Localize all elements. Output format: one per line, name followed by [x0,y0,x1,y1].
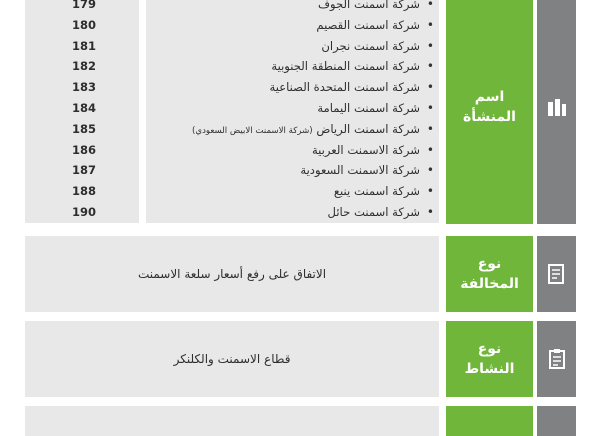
company-number: 183 [71,80,96,95]
company-list-item [148,140,434,161]
company-number: 187 [71,163,96,178]
company-list-item [148,0,434,15]
company-list-item [148,119,434,140]
next-header [446,406,533,436]
company-name: شركة اسمنت الجوف [318,0,420,11]
violation-label-line1: نوع [477,256,502,272]
violation-icon-strip [537,236,576,312]
activity-label-line2: النشاط [464,361,515,377]
company-number: 188 [71,184,96,199]
company-name: شركة اسمنت اليمامة [317,100,420,115]
company-numbers-list [30,0,96,223]
company-list-item [148,181,434,202]
violation-label-line2: المخالفة [460,276,519,292]
activity-icon-strip [537,321,576,397]
company-list-item [148,98,434,119]
company-name: شركة اسمنت الرياض [316,121,420,136]
next-value-panel [25,406,439,436]
violation-value: الاتفاق على رفع أسعار سلعة الاسمنت [137,267,327,281]
company-list-item [148,56,434,77]
company-name: شركة اسمنت ينبع [333,184,420,199]
company-list-item [148,36,434,57]
violation-type-header [446,236,533,312]
company-list-item [148,77,434,98]
company-number: 181 [71,38,96,53]
company-name-header [446,0,533,224]
company-list-item [148,202,434,223]
company-number: 179 [71,0,96,11]
company-number: 184 [71,100,96,115]
building-icon [546,96,568,118]
document-icon [547,263,567,285]
activity-label-line1: نوع [477,341,502,357]
company-name: شركة الاسمنت السعودية [300,163,420,178]
company-number: 186 [71,142,96,157]
company-names-list [148,0,434,223]
company-name-label-line1: اسم [474,89,505,105]
company-name: شركة اسمنت القصيم [316,17,420,32]
company-name-label-line2: المنشأة [463,109,516,125]
company-note: (شركة الاسمنت الابيض السعودي) [191,125,313,136]
company-list-item [148,15,434,36]
next-icon-strip [537,406,576,436]
company-list-item [148,160,434,181]
company-name: شركة اسمنت نجران [321,38,420,53]
company-name: شركة اسمنت المتحدة الصناعية [269,80,420,95]
company-name: شركة اسمنت حائل [327,204,420,219]
company-icon-strip [537,0,576,224]
company-number: 190 [71,204,96,219]
company-name: شركة الاسمنت العربية [311,142,420,157]
company-name: شركة اسمنت المنطقة الجنوبية [271,59,420,74]
company-number: 185 [71,121,96,136]
activity-type-header [446,321,533,397]
activity-value: قطاع الاسمنت والكلنكر [173,352,291,366]
clipboard-icon [547,348,567,370]
company-number: 180 [71,17,96,32]
company-number: 182 [71,59,96,74]
